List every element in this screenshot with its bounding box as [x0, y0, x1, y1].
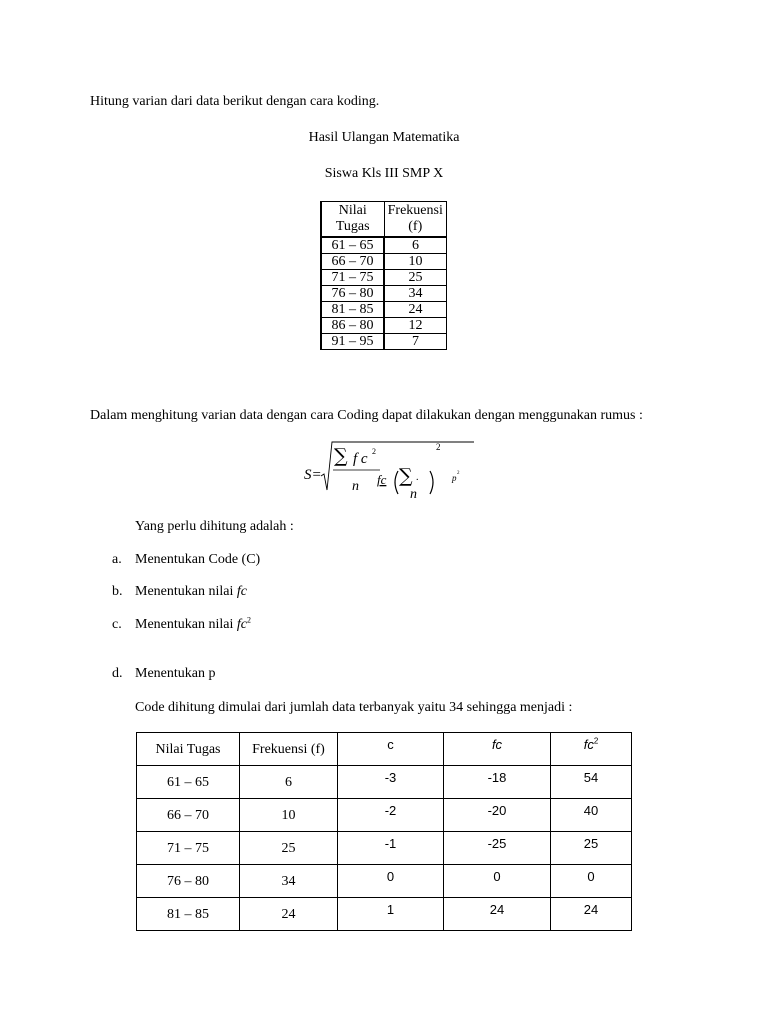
table-row [321, 334, 447, 350]
table-cell: -2 [338, 799, 444, 832]
list-item [135, 584, 247, 600]
list-item: Menentukan Code (C) [135, 552, 261, 567]
formula-p-exp: 2 [457, 471, 460, 476]
table-row [321, 254, 447, 270]
formula-outer-exp: 2 [436, 442, 441, 452]
table-cell: 25 [551, 832, 632, 865]
list-item-italic: fc [236, 584, 247, 599]
header-fc2-exp: 2 [593, 736, 599, 746]
table-cell: 71 – 75 [321, 270, 384, 286]
table-cell: 0 [551, 865, 632, 898]
variance-formula [300, 438, 480, 500]
table-cell: 81 – 85 [137, 898, 240, 931]
table-cell: 66 – 70 [321, 254, 384, 270]
header-text: (f) [408, 219, 423, 234]
formula-fc: f c [353, 451, 368, 467]
table-row [321, 318, 447, 334]
sigma-symbol-2: ∑ [399, 465, 413, 487]
header-fc: fc [444, 733, 551, 766]
table-cell: 0 [338, 865, 444, 898]
table-row [137, 865, 632, 898]
formula-lhs: S= [304, 467, 322, 483]
table-cell: 34 [384, 286, 447, 302]
table-header-row [137, 733, 632, 766]
coding-table [136, 732, 632, 931]
table-cell: 25 [240, 832, 338, 865]
table-cell: 91 – 95 [321, 334, 384, 350]
table-cell: 7 [384, 334, 447, 350]
table-cell: 10 [384, 254, 447, 270]
right-paren [430, 471, 433, 494]
list-item-text: Menentukan nilai [135, 584, 237, 599]
formula-intro: Dalam menghitung varian data dengan cara Coding dapat dilakukan dengan menggunakan rumus : [90, 408, 643, 423]
table-cell: 86 – 80 [321, 318, 384, 334]
sigma-symbol: ∑ [334, 445, 348, 467]
formula-fc-exp: 2 [372, 447, 376, 456]
list-item: Menentukan p [135, 666, 216, 681]
table-cell: 1 [338, 898, 444, 931]
list-item-italic: fc [236, 617, 247, 632]
table-row [137, 799, 632, 832]
steps-intro: Yang perlu dihitung adalah : [135, 519, 294, 534]
title-line-1: Hasil Ulangan Matematika [308, 130, 460, 145]
table-cell: -3 [338, 766, 444, 799]
table-cell: 24 [384, 302, 447, 318]
table-cell: -25 [444, 832, 551, 865]
table-cell: -1 [338, 832, 444, 865]
header-fc2 [551, 733, 632, 766]
table-row [321, 270, 447, 286]
table-cell: 71 – 75 [137, 832, 240, 865]
table-row [137, 898, 632, 931]
list-item-text: Menentukan nilai [135, 617, 237, 632]
intro-text: Hitung varian dari data berikut dengan cara koding. [90, 94, 380, 109]
table-cell: 6 [240, 766, 338, 799]
table-cell: 24 [551, 898, 632, 931]
header-fc2-text: fc [583, 737, 594, 752]
table-cell: -20 [444, 799, 551, 832]
table-cell: 24 [240, 898, 338, 931]
left-paren [395, 471, 398, 494]
table-row [321, 286, 447, 302]
header-text: Tugas [335, 219, 370, 234]
header-text: Nilai [338, 203, 367, 218]
table-cell: 61 – 65 [137, 766, 240, 799]
table-header-row [321, 202, 447, 238]
formula-fc-label: fc [377, 472, 387, 487]
list-marker: d. [112, 666, 123, 681]
table-cell: 24 [444, 898, 551, 931]
table-cell: -18 [444, 766, 551, 799]
frequency-table-small [320, 201, 447, 350]
table-row [321, 237, 447, 254]
table-row [137, 766, 632, 799]
header-nilai-tugas: Nilai Tugas [137, 733, 240, 766]
list-marker: c. [112, 617, 122, 632]
table-cell: 76 – 80 [137, 865, 240, 898]
header-text: Frekuensi [387, 203, 443, 218]
list-item-sup: 2 [246, 615, 251, 625]
table-cell: 81 – 85 [321, 302, 384, 318]
list-marker: a. [112, 552, 122, 567]
table-cell: 76 – 80 [321, 286, 384, 302]
header-nilai-tugas [321, 202, 384, 238]
table-cell: 12 [384, 318, 447, 334]
table-cell: 54 [551, 766, 632, 799]
list-marker: b. [112, 584, 123, 599]
table-cell: 0 [444, 865, 551, 898]
table-cell: 34 [240, 865, 338, 898]
formula-p: p [452, 473, 457, 483]
header-frekuensi: Frekuensi (f) [240, 733, 338, 766]
table-cell: 10 [240, 799, 338, 832]
formula-dot: . [416, 472, 419, 483]
table-row [321, 302, 447, 318]
table-cell: 61 – 65 [321, 237, 384, 254]
table-cell: 6 [384, 237, 447, 254]
formula-n2: n [410, 487, 417, 500]
formula-n1: n [352, 479, 359, 494]
table-cell: 66 – 70 [137, 799, 240, 832]
title-line-2: Siswa Kls III SMP X [324, 166, 444, 181]
list-item [135, 617, 251, 633]
code-note: Code dihitung dimulai dari jumlah data terbanyak yaitu 34 sehingga menjadi : [135, 700, 573, 715]
table-cell: 40 [551, 799, 632, 832]
header-frekuensi [384, 202, 447, 238]
table-cell: 25 [384, 270, 447, 286]
header-c: c [338, 733, 444, 766]
table-row [137, 832, 632, 865]
